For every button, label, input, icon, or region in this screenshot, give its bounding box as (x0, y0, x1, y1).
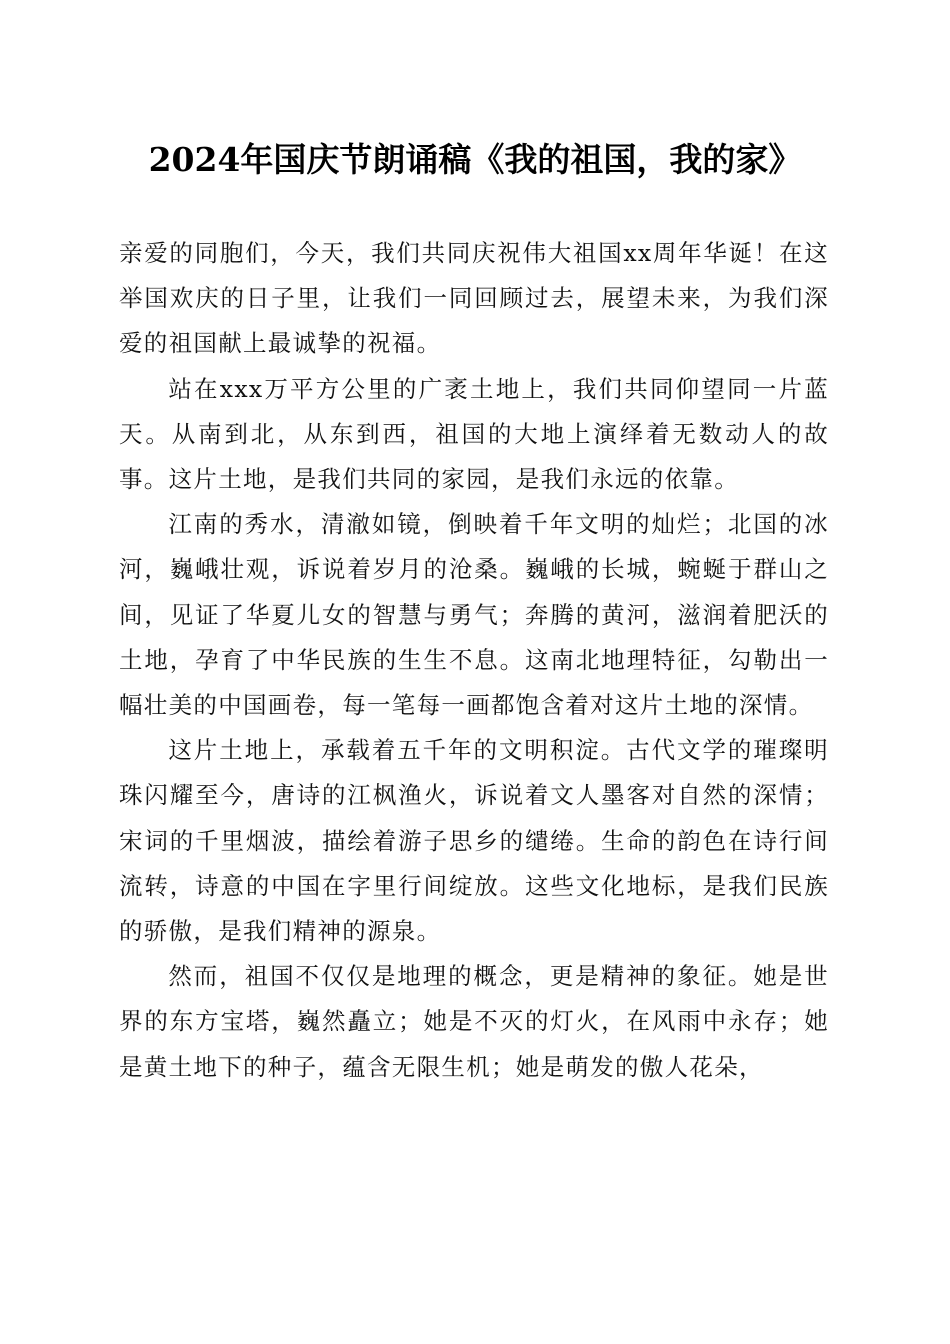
paragraph-1: 亲爱的同胞们，今天，我们共同庆祝伟大祖国xx周年华诞！在这举国欢庆的日子里，让我们一同回顾过去，展望未来，为我们深爱的祖国献上最诚挚的祝福。 (119, 239, 829, 358)
paragraph-4: 这片土地上，承载着五千年的文明积淀。古代文学的璀璨明珠闪耀至今，唐诗的江枫渔火，诉说着文人墨客对自然的深情；宋词的千里烟波，描绘着游子思乡的缱绻。生命的韵色在诗行间流转，诗意的中国在字里行间绽放。这些文化地标，是我们民族的骄傲，是我们精神的源泉。 (119, 736, 829, 946)
document-body (119, 231, 829, 1090)
paragraph-3: 江南的秀水，清澈如镜，倒映着千年文明的灿烂；北国的冰河，巍峨壮观，诉说着岁月的沧桑。巍峨的长城，蜿蜒于群山之间，见证了华夏儿女的智慧与勇气；奔腾的黄河，滋润着肥沃的土地，孕育了中华民族的生生不息。这南北地理特征，勾勒出一幅壮美的中国画卷，每一笔每一画都饱含着对这片土地的深情。 (119, 510, 829, 720)
paragraph-5: 然而，祖国不仅仅是地理的概念，更是精神的象征。她是世界的东方宝塔，巍然矗立；她是不灭的灯火，在风雨中永存；她是黄土地下的种子，蕴含无限生机；她是萌发的傲人花朵， (119, 962, 829, 1081)
document-title: 2024年国庆节朗诵稿《我的祖国，我的家》 (148, 140, 802, 179)
paragraph-2: 站在xxx万平方公里的广袤土地上，我们共同仰望同一片蓝天。从南到北，从东到西，祖国的大地上演绎着无数动人的故事。这片土地，是我们共同的家园，是我们永远的依靠。 (119, 374, 829, 494)
